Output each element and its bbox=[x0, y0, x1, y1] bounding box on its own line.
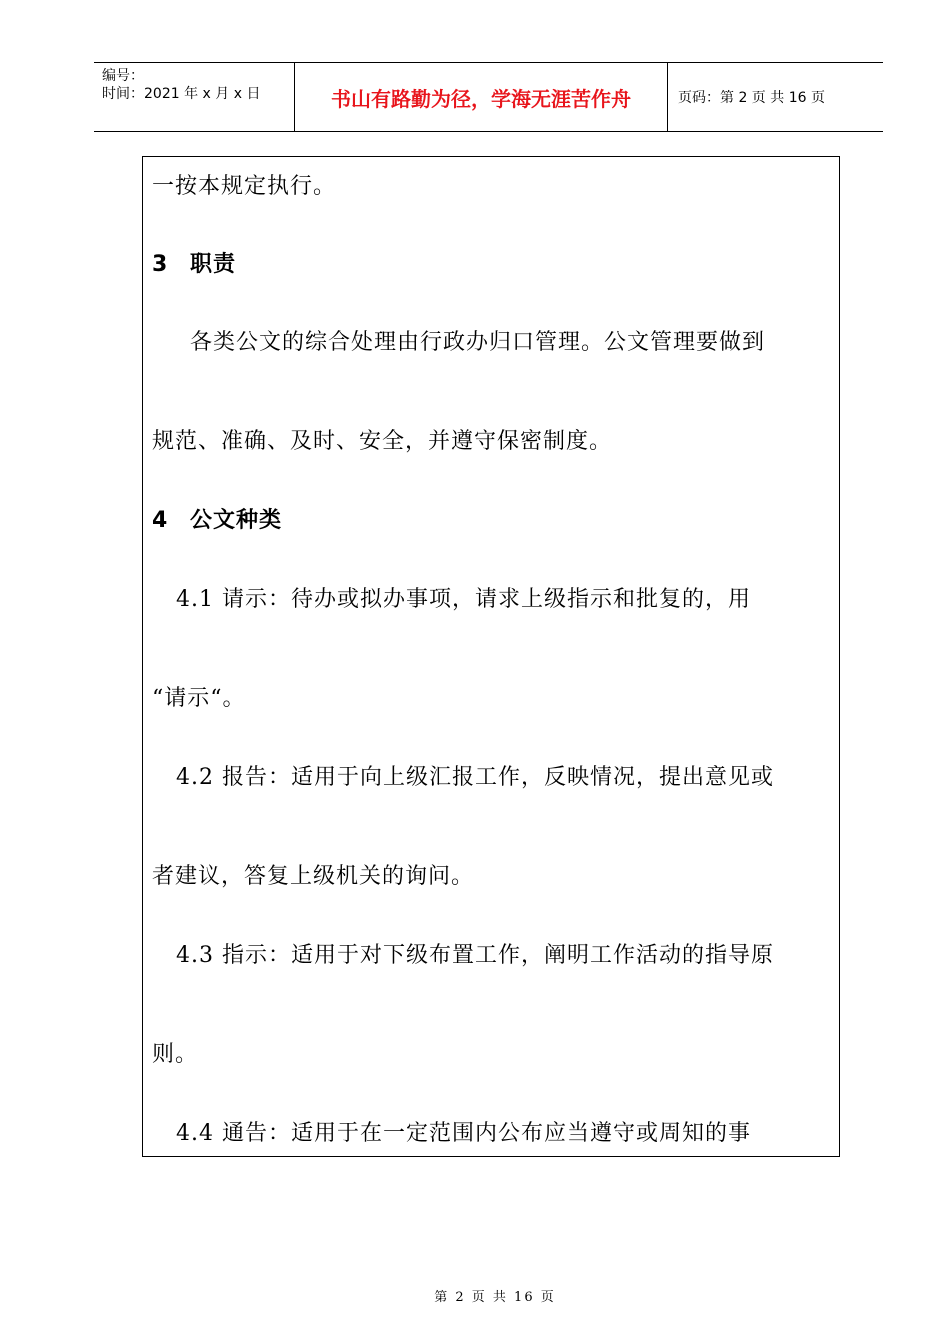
header-page-info: 页码：第 2 页 共 16 页 bbox=[678, 90, 825, 106]
body-line: 则。 bbox=[152, 1042, 199, 1067]
body-line: 一按本规定执行。 bbox=[152, 174, 337, 199]
header-motto-cell bbox=[295, 63, 668, 131]
body-line: 4.1 请示：待办或拟办事项，请求上级指示和批复的，用 bbox=[176, 587, 751, 612]
body-line: 各类公文的综合处理由行政办归口管理。公文管理要做到 bbox=[190, 330, 766, 355]
document-number-label: 编号： bbox=[102, 68, 144, 84]
section-title: 公文种类 bbox=[190, 508, 283, 533]
section-heading-4 bbox=[152, 506, 282, 536]
document-time-label: 时间：2021 年 x 月 x 日 bbox=[102, 86, 261, 102]
page-header bbox=[94, 62, 883, 132]
body-line: 4.3 指示：适用于对下级布置工作，阐明工作活动的指导原 bbox=[176, 943, 774, 968]
section-number: 3 bbox=[152, 252, 169, 277]
body-line: “请示“。 bbox=[152, 686, 246, 711]
content-box bbox=[142, 156, 840, 1157]
header-meta-cell bbox=[94, 63, 295, 131]
section-number: 4 bbox=[152, 508, 169, 533]
body-line: 4.4 通告：适用于在一定范围内公布应当遵守或周知的事 bbox=[176, 1121, 751, 1146]
section-heading-3 bbox=[152, 250, 236, 280]
header-motto: 书山有路勤为径，学海无涯苦作舟 bbox=[331, 86, 631, 111]
section-title: 职责 bbox=[190, 252, 237, 277]
body-line: 规范、准确、及时、安全，并遵守保密制度。 bbox=[152, 429, 613, 454]
body-line: 4.2 报告：适用于向上级汇报工作，反映情况，提出意见或 bbox=[176, 765, 774, 790]
page-footer: 第 2 页 共 16 页 bbox=[434, 1290, 556, 1305]
body-line: 者建议，答复上级机关的询问。 bbox=[152, 864, 475, 889]
